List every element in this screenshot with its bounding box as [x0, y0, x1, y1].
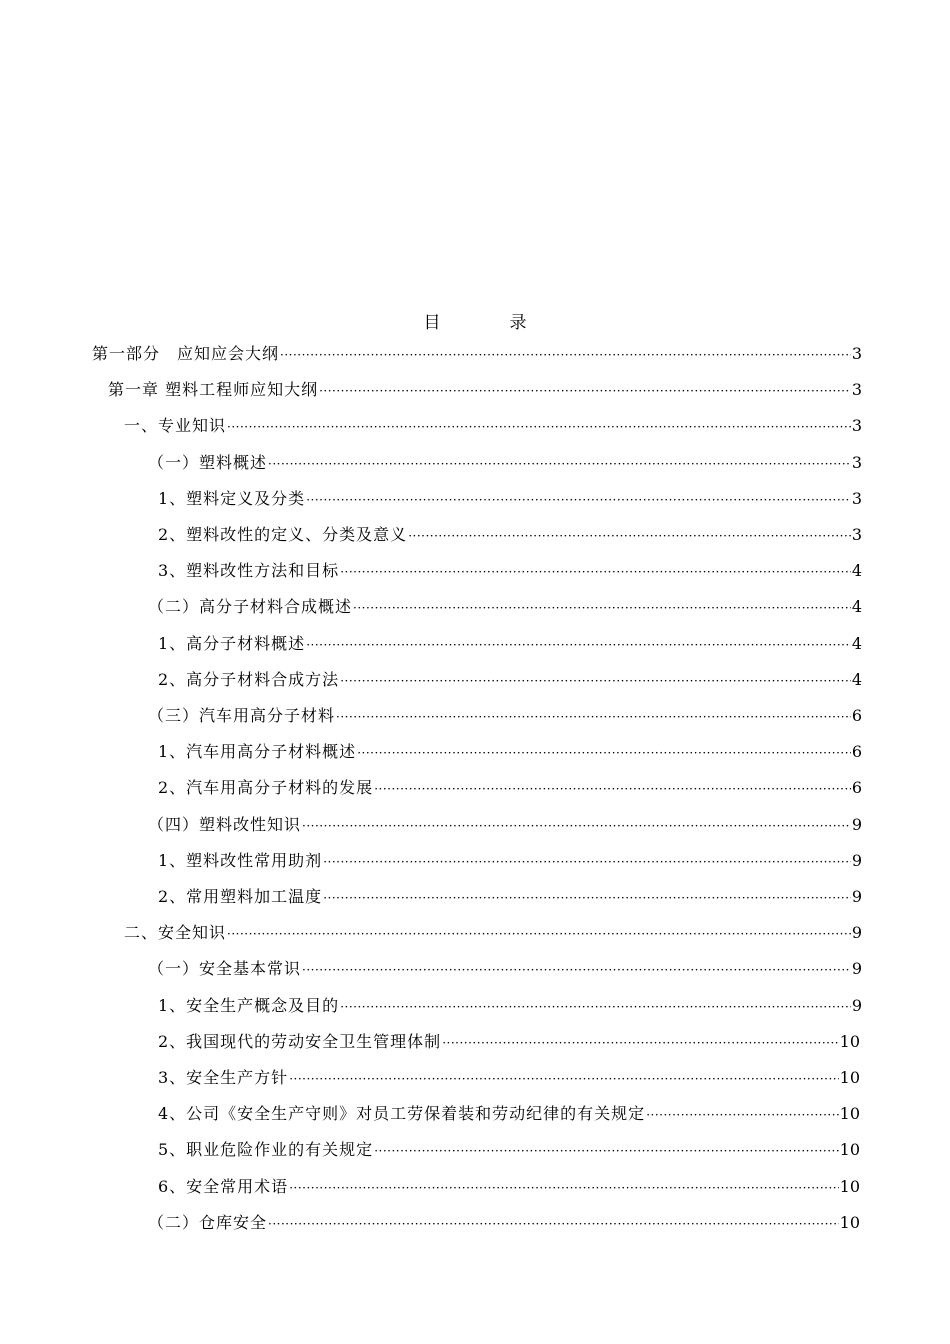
toc-dot-leader — [340, 663, 851, 699]
toc-entry[interactable] — [158, 770, 862, 806]
toc-entry-text: （四）塑料改性知识 — [148, 814, 302, 834]
toc-entry-text: 2、塑料改性的定义、分类及意义 — [158, 525, 408, 544]
toc-dot-leader — [289, 1061, 838, 1097]
toc-entry-text: 第一章 塑料工程师应知大纲 — [108, 380, 319, 400]
toc-entry[interactable] — [148, 1205, 860, 1241]
toc-dot-leader — [306, 482, 851, 518]
toc-dot-leader — [336, 699, 851, 735]
toc-entry-page: 10 — [839, 1031, 860, 1051]
toc-entry-page: 10 — [839, 1104, 860, 1124]
toc-dot-leader — [319, 373, 851, 409]
toc-entry-page: 9 — [851, 887, 862, 906]
toc-entry-page: 9 — [851, 923, 862, 943]
toc-entry[interactable] — [158, 879, 862, 915]
toc-entry-page: 3 — [851, 452, 862, 472]
toc-dot-leader — [323, 880, 851, 916]
toc-entry[interactable] — [158, 988, 862, 1024]
toc-entry[interactable] — [148, 698, 862, 734]
toc-dot-leader — [280, 337, 851, 373]
toc-entry-text: 3、安全生产方针 — [158, 1068, 289, 1087]
toc-entry-text: 一、专业知识 — [124, 416, 227, 436]
toc-entry[interactable] — [158, 1060, 860, 1096]
toc-dot-leader — [340, 989, 851, 1025]
toc-entry-page: 6 — [851, 706, 862, 725]
toc-entry-page: 4 — [851, 669, 862, 689]
toc-entry-text: （三）汽车用高分子材料 — [148, 706, 336, 725]
toc-entry-page: 4 — [851, 633, 862, 653]
toc-dot-leader — [357, 735, 851, 771]
toc-entry-text: 二、安全知识 — [124, 923, 227, 943]
toc-entry[interactable] — [158, 553, 862, 589]
toc-entry[interactable] — [124, 915, 862, 951]
toc-dot-leader — [289, 1170, 838, 1206]
toc-dot-leader — [353, 590, 851, 626]
toc-dot-leader — [408, 518, 851, 554]
toc-entry-page: 3 — [851, 488, 862, 508]
toc-dot-leader — [306, 627, 851, 663]
toc-entry-text: 6、安全常用术语 — [158, 1176, 289, 1196]
toc-entry-page: 10 — [839, 1212, 860, 1232]
toc-entry-text: 1、汽车用高分子材料概述 — [158, 742, 357, 762]
toc-entry-text: 4、公司《安全生产守则》对员工劳保着装和劳动纪律的有关规定 — [158, 1104, 646, 1124]
toc-entry-text: 1、塑料定义及分类 — [158, 488, 306, 508]
toc-entry[interactable] — [158, 1132, 860, 1168]
toc-entry[interactable] — [92, 336, 862, 372]
toc-entry-page: 10 — [839, 1140, 860, 1160]
toc-entry-text: （二）仓库安全 — [148, 1212, 268, 1232]
toc-entry[interactable] — [158, 517, 862, 553]
toc-entry-text: 3、塑料改性方法和目标 — [158, 561, 340, 581]
toc-entry-page: 9 — [851, 995, 862, 1015]
toc-entry[interactable] — [158, 626, 862, 662]
toc-entry-page: 10 — [839, 1068, 860, 1087]
toc-entry[interactable] — [158, 734, 862, 770]
toc-entry-text: 5、职业危险作业的有关规定 — [158, 1140, 374, 1160]
toc-dot-leader — [227, 409, 851, 445]
toc-entry[interactable] — [158, 481, 862, 517]
toc-dot-leader — [374, 1133, 838, 1169]
toc-entry-text: 1、塑料改性常用助剂 — [158, 850, 323, 870]
toc-entry[interactable] — [158, 843, 862, 879]
toc-entry[interactable] — [124, 408, 862, 444]
toc-entry-page: 3 — [851, 380, 862, 400]
toc-entry[interactable] — [158, 1169, 860, 1205]
toc-entry-page: 9 — [851, 959, 862, 979]
toc-entry-page: 3 — [851, 344, 862, 363]
toc-dot-leader — [340, 554, 851, 590]
toc-dot-leader — [374, 771, 851, 807]
toc-dot-leader — [227, 916, 851, 952]
toc-entry-text: （二）高分子材料合成概述 — [148, 597, 353, 617]
toc-entry-page: 6 — [851, 778, 862, 798]
toc-entry-text: 2、高分子材料合成方法 — [158, 669, 340, 689]
toc-entry-page: 9 — [851, 850, 862, 870]
toc-dot-leader — [302, 952, 851, 988]
toc-entry-page: 9 — [851, 814, 862, 834]
toc-dot-leader — [302, 808, 851, 844]
toc-dot-leader — [268, 1206, 839, 1242]
toc-entry-page: 6 — [851, 742, 862, 762]
toc-entry-text: （一）安全基本常识 — [148, 959, 302, 979]
toc-entry[interactable] — [148, 807, 862, 843]
toc-entry-page: 10 — [839, 1176, 860, 1196]
toc-dot-leader — [442, 1025, 838, 1061]
toc-title: 目 录 — [423, 313, 553, 333]
toc-entry[interactable] — [148, 951, 862, 987]
toc-entry-text: 1、高分子材料概述 — [158, 633, 306, 653]
toc-dot-leader — [323, 844, 851, 880]
toc-entry[interactable] — [158, 1024, 860, 1060]
toc-entry-text: 2、常用塑料加工温度 — [158, 887, 323, 906]
toc-entry-page: 4 — [851, 597, 862, 617]
toc-entry[interactable] — [148, 445, 862, 481]
toc-entry[interactable] — [158, 662, 862, 698]
toc-entry[interactable] — [108, 372, 862, 408]
toc-entry-text: （一）塑料概述 — [148, 452, 268, 472]
toc-entry-page: 3 — [851, 416, 862, 436]
toc-entry[interactable] — [148, 589, 862, 625]
toc-entry-text: 1、安全生产概念及目的 — [158, 995, 340, 1015]
toc-entry-page: 4 — [851, 561, 862, 581]
toc-dot-leader — [268, 446, 851, 482]
toc-entry[interactable] — [158, 1096, 860, 1132]
toc-entry-page: 3 — [851, 525, 862, 544]
toc-entry-text: 第一部分 应知应会大纲 — [92, 344, 280, 363]
toc-dot-leader — [646, 1097, 838, 1133]
toc-entry-text: 2、汽车用高分子材料的发展 — [158, 778, 374, 798]
toc-entry-text: 2、我国现代的劳动安全卫生管理体制 — [158, 1031, 442, 1051]
